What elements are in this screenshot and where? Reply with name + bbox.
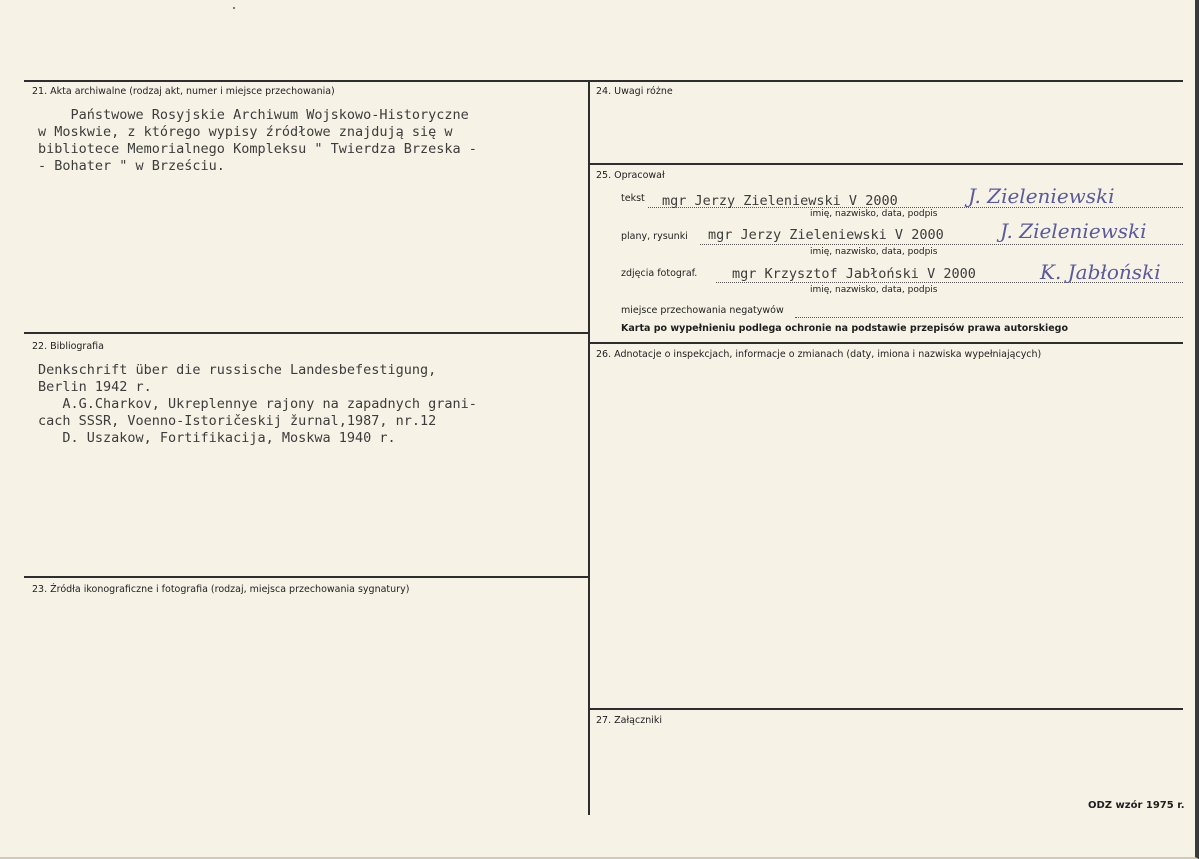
form-code: ODZ wzór 1975 r. — [1088, 800, 1185, 811]
rule-25-26 — [588, 342, 1183, 344]
section-24-label: 24. Uwagi różne — [596, 86, 673, 97]
row-label-plany: plany, rysunki — [621, 231, 688, 242]
signature-plany: J. Zieleniewski — [1000, 219, 1147, 243]
text-line: A.G.Charkov, Ukreplennye rajony na zapadnych grani- — [38, 396, 477, 412]
text-line: Berlin 1942 r. — [38, 379, 152, 395]
row-caption: imię, nazwisko, data, podpis — [810, 285, 938, 295]
section-21-label: 21. Akta archiwalne (rodzaj akt, numer i miejsce przechowania) — [32, 86, 335, 97]
fill-line — [700, 244, 1183, 245]
paper-speck — [233, 7, 235, 9]
section-25-label: 25. Opracował — [596, 170, 665, 181]
row-caption: imię, nazwisko, data, podpis — [810, 209, 938, 219]
signature-zdjecia: K. Jabłoński — [1040, 260, 1161, 284]
text-line: bibliotece Memorialnego Kompleksu " Twierdza Brzeska - — [38, 141, 477, 157]
text-line: Państwowe Rosyjskie Archiwum Wojskowo-Historyczne — [38, 107, 469, 123]
tekst-author-value: mgr Jerzy Zieleniewski V 2000 — [662, 193, 898, 209]
section-26-label: 26. Adnotacje o inspekcjach, informacje o zmianach (daty, imiona i nazwiska wypełniających) — [596, 349, 1042, 360]
signature-tekst: J. Zieleniewski — [968, 184, 1115, 208]
rule-24-25 — [588, 163, 1183, 165]
text-line: - Bohater " w Brześciu. — [38, 158, 225, 174]
rule-22-23 — [24, 576, 588, 578]
zdjecia-author-value: mgr Krzysztof Jabłoński V 2000 — [732, 266, 976, 282]
top-rule — [24, 80, 1183, 82]
negatives-label: miejsce przechowania negatywów — [621, 305, 784, 316]
section-23-label: 23. Źródła ikonograficzne i fotografia (rodzaj, miejsca przechowania sygnatury) — [32, 584, 410, 595]
text-line: D. Uszakow, Fortifikacija, Moskwa 1940 r. — [38, 430, 396, 446]
copyright-note: Karta po wypełnieniu podlega ochronie na podstawie przepisów prawa autorskiego — [621, 323, 1068, 334]
row-label-tekst: tekst — [621, 193, 645, 204]
text-line: Denkschrift über die russische Landesbefestigung, — [38, 362, 437, 378]
row-label-zdjecia: zdjęcia fotograf. — [621, 268, 698, 279]
section-22-label: 22. Bibliografia — [32, 341, 104, 352]
center-divider — [588, 80, 590, 815]
text-line: w Moskwie, z którego wypisy źródłowe znajdują się w — [38, 124, 453, 140]
text-line: cach SSSR, Voenno-Istoričeskij žurnal,1987, nr.12 — [38, 413, 437, 429]
row-caption: imię, nazwisko, data, podpis — [810, 247, 938, 257]
section-27-label: 27. Załączniki — [596, 715, 662, 726]
plany-author-value: mgr Jerzy Zieleniewski V 2000 — [708, 227, 944, 243]
fill-line — [795, 317, 1183, 318]
rule-21-22 — [24, 332, 588, 334]
rule-26-27 — [588, 708, 1183, 710]
